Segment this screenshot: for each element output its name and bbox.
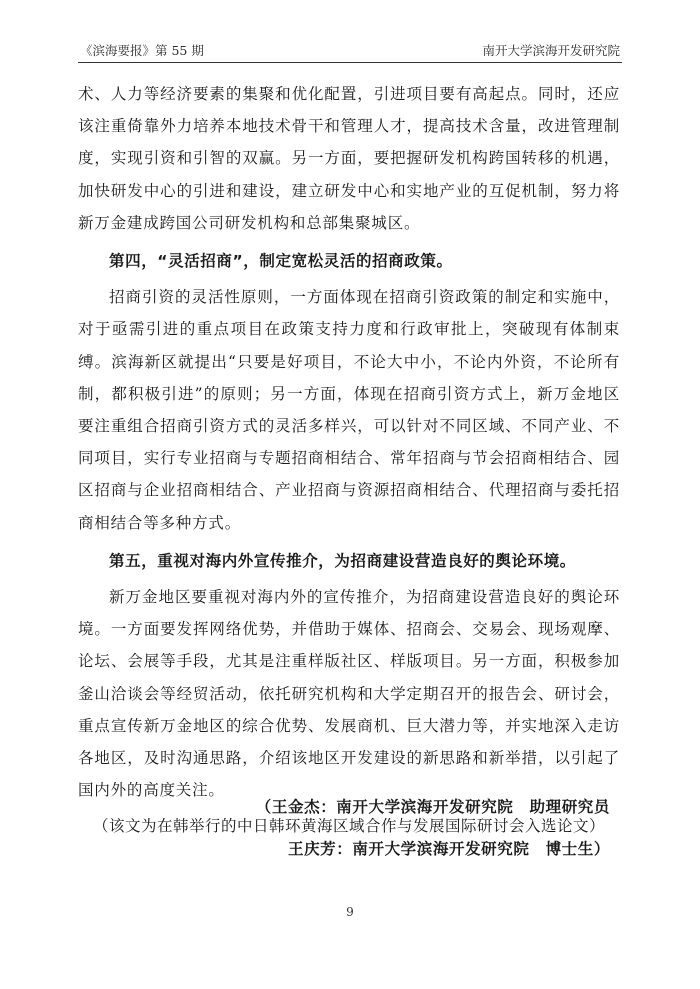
section-heading-4: 第四，“灵活招商”，制定宽松灵活的招商政策。: [109, 252, 453, 271]
author-line: 王庆芳：南开大学滨海开发研究院 博士生）: [287, 840, 610, 858]
body-paragraph: 新万金地区要重视对海内外的宣传推介，为招商建设营造良好的舆论环境。一方面要发挥网络优势，并借助于媒体、招商会、交易会、现场观摩、论坛、会展等手段，尤其是注重样版社区、样版项目。另一方面，积极参加釜山洽谈会等经贸活动，依托研究机构和大学定期召开的报告会、研讨会，重点宣传新万金地区的综合优势、发展商机、巨大潜力等，并实地深入走访各地区，及时沟通思路，介绍该地区开发建设的新思路和新举措，以引起了国内外的高度关注。: [78, 588, 620, 800]
body-paragraph: 招商引资的灵活性原则，一方面体现在招商引资政策的制定和实施中，对于亟需引进的重点项目在政策支持力度和行政审批上，突破现有体制束缚。滨海新区就提出“只要是好项目，不论大中小，不论内外资，不论所有制，都积极引进”的原则；另一方面，体现在招商引资方式上，新万金地区要注重组合招商引资方式的灵活多样兴，可以针对不同区域、不同产业、不同项目，实行专业招商与专题招商相结合、常年招商与节会招商相结合、园区招商与企业招商相结合、产业招商与资源招商相结合、代理招商与委托招商相结合等多种方式。: [78, 288, 620, 532]
author-line: （王金杰：南开大学滨海开发研究院 助理研究员: [255, 798, 610, 816]
article-body: [78, 78, 620, 843]
author-info: [256, 786, 610, 870]
header-institution: 南开大学滨海开发研究院: [482, 43, 620, 58]
article-note: （该文为在韩举行的中日韩环黄海区域合作与发展国际研讨会入选论文）: [92, 817, 605, 836]
body-paragraph-continued: 术、人力等经济要素的集聚和优化配置，引进项目要有高起点。同时，还应该注重倚靠外力培养本地技术骨干和管理人才，提高技术含量，改进管理制度，实现引资和引智的双赢。另一方面，要把握研发机构跨国转移的机遇，加快研发中心的引进和建设，建立研发中心和实地产业的互促机制，努力将新万金建成跨国公司研发机构和总部集聚城区。: [78, 85, 620, 232]
running-header: [78, 40, 622, 63]
section-heading-5: 第五，重视对海内外宣传推介，为招商建设营造良好的舆论环境。: [109, 551, 576, 570]
header-publication-title: 《滨海要报》第 55 期: [80, 43, 204, 58]
page-number: 9: [346, 905, 354, 919]
